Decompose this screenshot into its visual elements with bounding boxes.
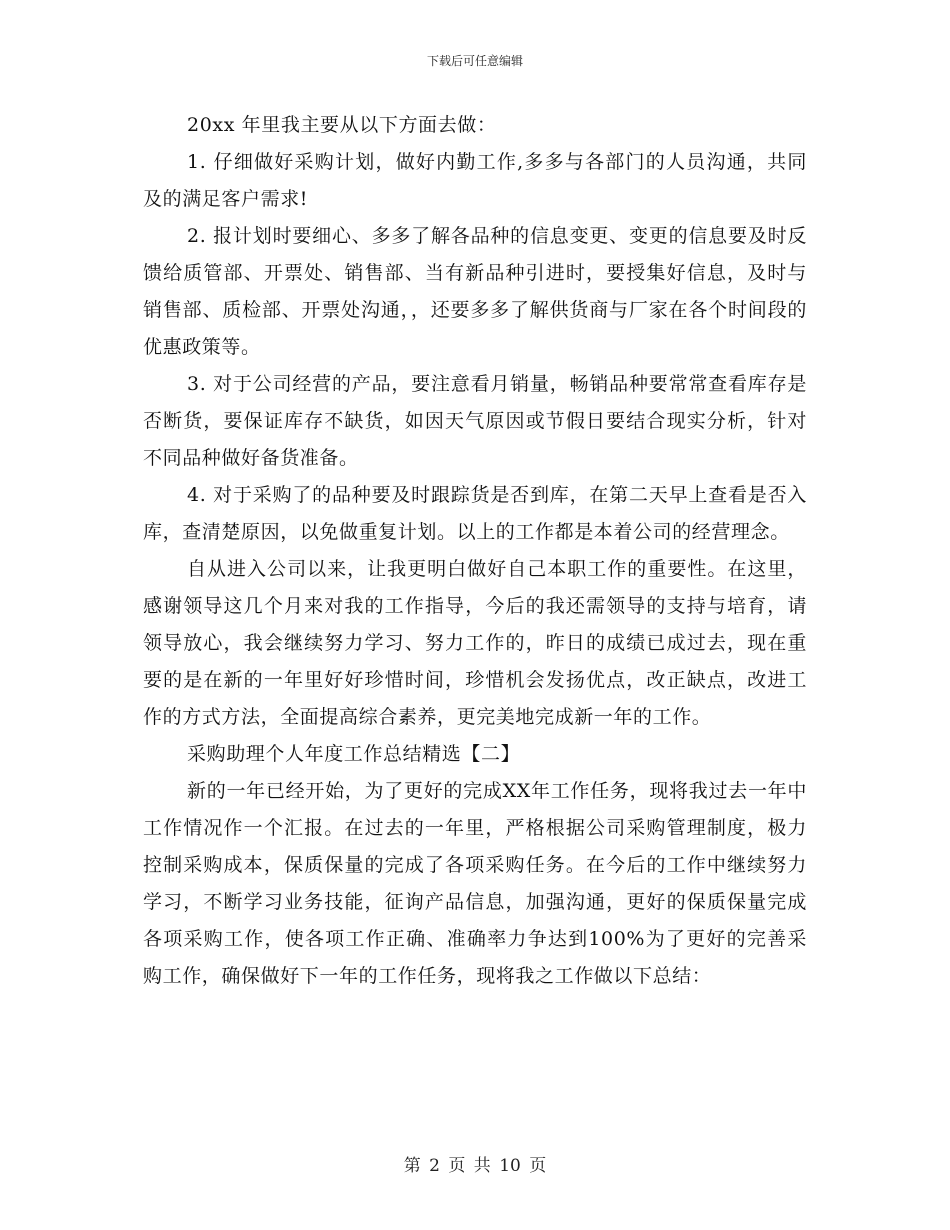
page-header-note: 下载后可任意编辑 (426, 54, 523, 68)
page-number-footer: 第 2 页 共 10 页 (403, 1156, 547, 1176)
paragraph-item-3: 3. 对于公司经营的产品，要注意看月销量，畅销品种要常常查看库存是否断货，要保证库存不缺货，如因天气原因或节假日要结合现实分析，针对不同品种做好备货准备。 (143, 373, 807, 469)
paragraph-item-4: 4. 对于采购了的品种要及时跟踪货是否到库，在第二天早上查看是否入库，查清楚原因，以免做重复计划。以上的工作都是本着公司的经营理念。 (143, 484, 807, 543)
paragraph-summary: 自从进入公司以来，让我更明白做好自己本职工作的重要性。在这里，感谢领导这几个月来对我的工作指导，今后的我还需领导的支持与培育，请领导放心，我会继续努力学习、努力工作的，昨日的成绩已成过去，现在重要的是在新的一年里好好珍惜时间，珍惜机会发扬优点，改正缺点，改进工作的方式方法，全面提高综合素养，更完美地完成新一年的工作。 (143, 558, 807, 728)
paragraph-item-1: 1. 仔细做好采购计划，做好内勤工作,多多与各部门的人员沟通，共同及的满足客户需求! (143, 151, 807, 210)
paragraph-section-two: 新的一年已经开始，为了更好的完成XX年工作任务，现将我过去一年中工作情况作一个汇报。在过去的一年里，严格根据公司采购管理制度，极力控制采购成本，保质保量的完成了各项采购任务。在今后的工作中继续努力学习，不断学习业务技能，征询产品信息，加强沟通，更好的保质保量完成各项采购工作，使各项工作正确、准确率力争达到100%为了更好的完善采购工作，确保做好下一年的工作任务，现将我之工作做以下总结： (143, 780, 807, 987)
paragraph-item-2: 2. 报计划时要细心、多多了解各品种的信息变更、变更的信息要及时反馈给质管部、开票处、销售部、当有新品种引进时，要授集好信息，及时与销售部、质检部、开票处沟通，，还要多多了解供货商与厂家在各个时间段的优惠政策等。 (143, 225, 807, 358)
paragraph-intro: 20xx 年里我主要从以下方面去做： (187, 114, 497, 136)
section-heading: 采购助理个人年度工作总结精选【二】 (187, 743, 521, 765)
document-body (143, 107, 807, 995)
